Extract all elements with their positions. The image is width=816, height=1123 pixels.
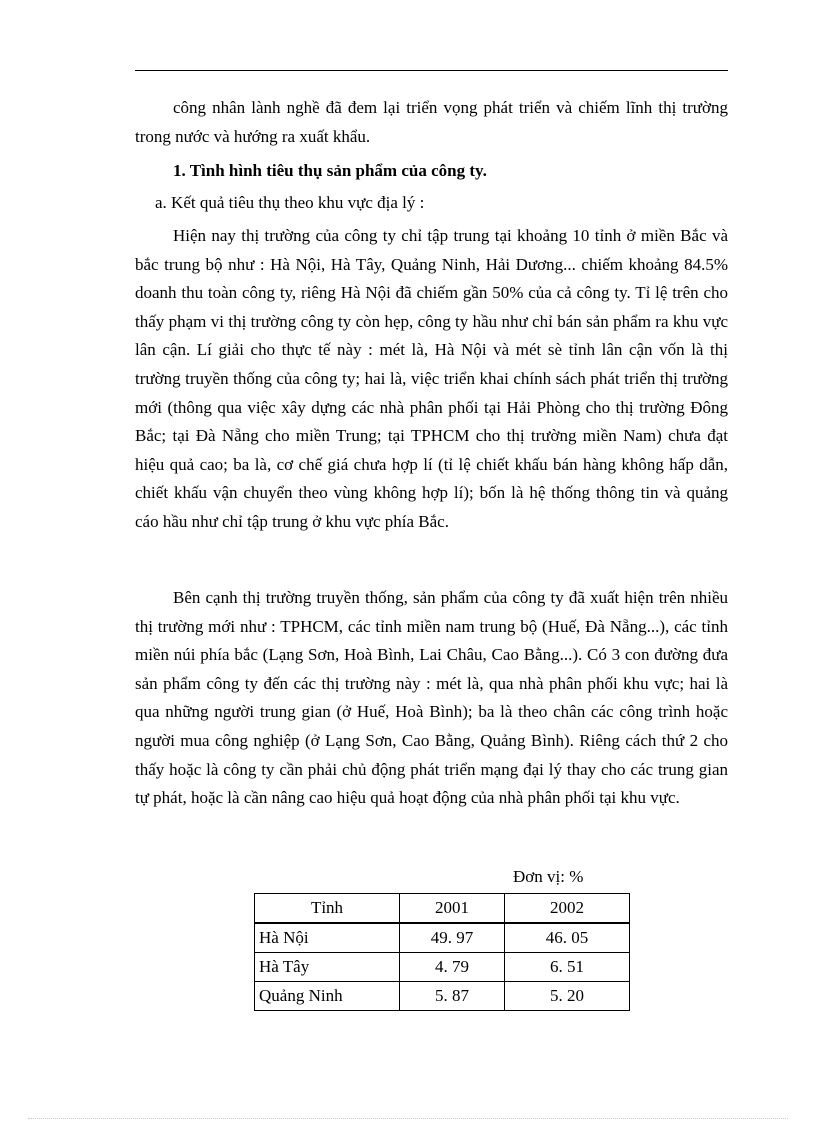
- table-cell-2001: 49. 97: [400, 923, 505, 953]
- table-row: [255, 923, 630, 953]
- table-row: [255, 982, 630, 1011]
- sales-share-table: [254, 893, 630, 1011]
- table-header-2001: 2001: [400, 894, 505, 924]
- table-cell-province: Quảng Ninh: [255, 982, 400, 1011]
- table-cell-2001: 5. 87: [400, 982, 505, 1011]
- table-cell-province: Hà Nội: [255, 923, 400, 953]
- subsection-heading: a. Kết quả tiêu thụ theo khu vực địa lý :: [155, 193, 425, 212]
- table-cell-2002: 46. 05: [505, 923, 630, 953]
- table-cell-2001: 4. 79: [400, 953, 505, 982]
- unit-label: Đơn vị: %: [513, 867, 584, 886]
- section-heading: 1. Tình hình tiêu thụ sản phẩm của công ty.: [173, 161, 487, 180]
- table-header-2002: 2002: [505, 894, 630, 924]
- table-cell-2002: 6. 51: [505, 953, 630, 982]
- page-bottom-divider: [28, 1118, 788, 1119]
- header-rule: [135, 70, 728, 71]
- table-header-province: Tỉnh: [255, 894, 400, 924]
- table-row: [255, 953, 630, 982]
- paragraph-intro: công nhân lành nghề đã đem lại triển vọng phát triển và chiếm lĩnh thị trường trong nước và hướng ra xuất khẩu.: [135, 98, 728, 146]
- paragraph-new-markets: Bên cạnh thị trường truyền thống, sản phẩm của công ty đã xuất hiện trên nhiều thị trường mới như : TPHCM, các tỉnh miền nam trung bộ (Huế, Đà Nẵng...), các tỉnh miền núi phía bắc (Lạng Sơn, Hoà Bình, Lai Châu, Cao Bằng...). Có 3 con đường đưa sản phẩm công ty đến các thị trường này : mét là, qua nhà phân phối khu vực; hai là qua những người trung gian (ở Huế, Hoà Bình); ba là theo chân các công trình hoặc người mua công nghiệp (ở Lạng Sơn, Cao Bằng, Quảng Bình). Riêng cách thứ 2 cho thấy hoặc là công ty cần phải chủ động phát triển mạng đại lý thay cho các trung gian tự phát, hoặc là cần nâng cao hiệu quả hoạt động của nhà phân phối tại khu vực.: [135, 588, 728, 808]
- table-cell-province: Hà Tây: [255, 953, 400, 982]
- table-cell-2002: 5. 20: [505, 982, 630, 1011]
- table-header-row: [255, 894, 630, 924]
- paragraph-market-overview: Hiện nay thị trường của công ty chỉ tập trung tại khoảng 10 tỉnh ở miền Bắc và bắc trung bộ như : Hà Nội, Hà Tây, Quảng Ninh, Hải Dương... chiếm khoảng 84.5% doanh thu toàn công ty, riêng Hà Nội đã chiếm gần 50% của cả công ty. Tỉ lệ trên cho thấy phạm vi thị trường công ty còn hẹp, công ty hầu như chỉ bán sản phẩm ra khu vực lân cận. Lí giải cho thực tế này : mét là, Hà Nội và mét sè tỉnh lân cận vốn là thị trường truyền thống của công ty; hai là, việc triển khai chính sách phát triển thị trường mới (thông qua việc xây dựng các nhà phân phối tại Hải Phòng cho thị trường Đông Bắc; tại Đà Nẵng cho miền Trung; tại TPHCM cho thị trường miền Nam) chưa đạt hiệu quả cao; ba là, cơ chế giá chưa hợp lí (tỉ lệ chiết khấu bán hàng không hấp dẫn, chiết khấu vận chuyển theo vùng không hợp lí); bốn là hệ thống thông tin và quảng cáo hầu như chỉ tập trung ở khu vực phía Bắc.: [135, 226, 728, 531]
